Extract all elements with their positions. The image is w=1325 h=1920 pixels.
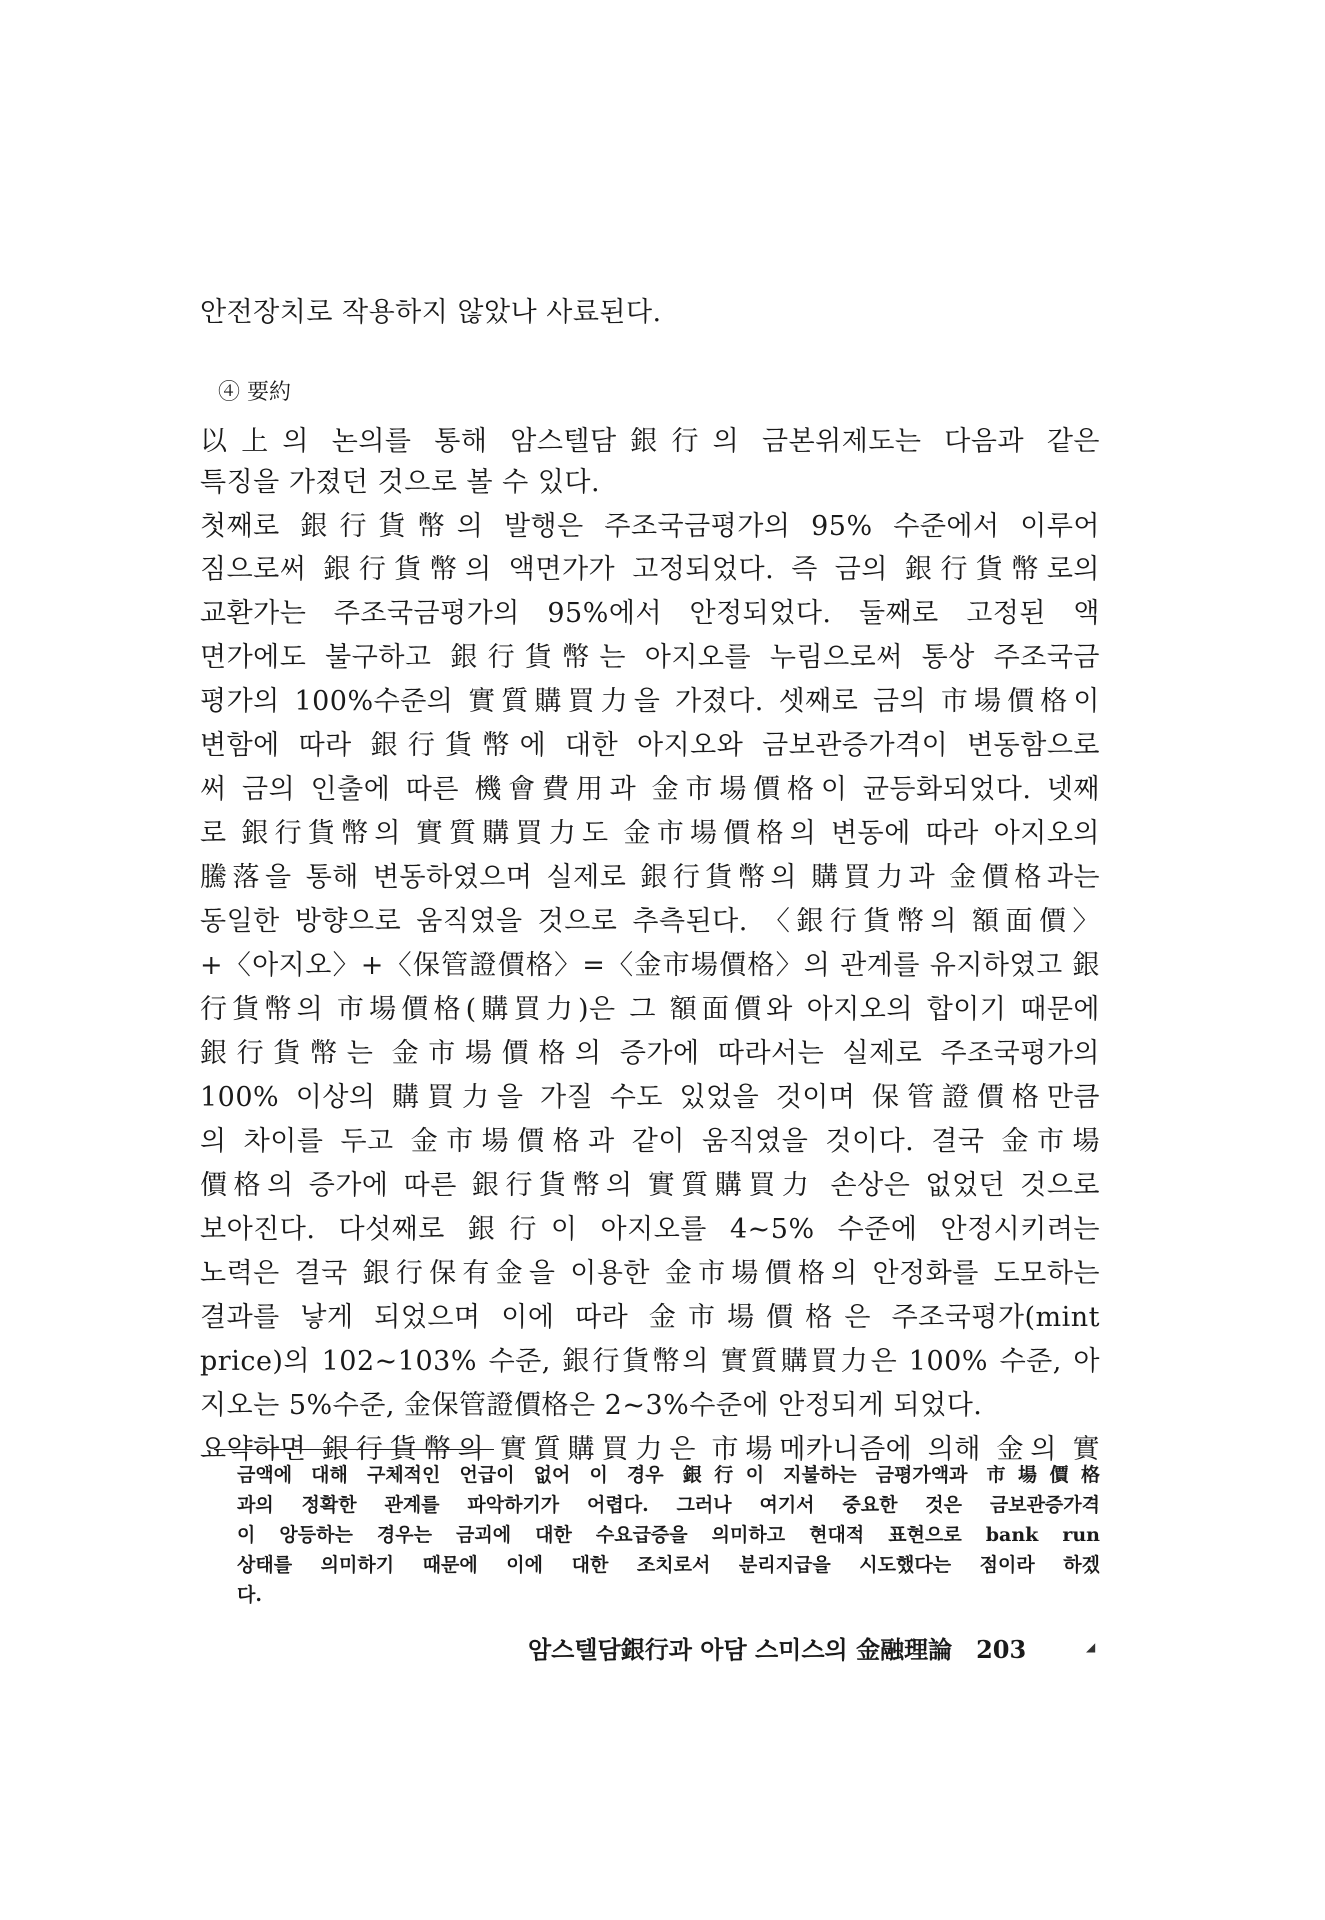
section-heading: ④ 要約 — [218, 380, 291, 405]
body-line-20: 노력은 결국 銀行保有金을 이용한 金市場價格의 안정화를 도모하는 — [200, 1258, 1100, 1289]
body-line-21: 결과를 낳게 되었으며 이에 따라 金市場價格은 주조국평가(mint — [200, 1302, 1100, 1333]
footnote-line-4: 다. — [237, 1584, 262, 1606]
running-footer — [528, 1634, 1026, 1666]
body-line-16: 100% 이상의 購買力을 가질 수도 있었을 것이며 保管證價格만큼 — [200, 1082, 1100, 1113]
body-line-2: 특징을 가졌던 것으로 볼 수 있다. — [200, 467, 601, 498]
body-line-10: 로 銀行貨幣의 實質購買力도 金市場價格의 변동에 따라 아지오의 — [200, 818, 1100, 849]
body-line-1: 以上의 논의를 통해 암스텔담銀行의 금본위제도는 다음과 같은 — [200, 426, 1100, 457]
footnote-line-1: 과의 정확한 관계를 파악하기가 어렵다. 그러나 여기서 중요한 것은 금보관증가격 — [237, 1494, 1100, 1516]
footnote-line-3: 상태를 의미하기 때문에 이에 대한 조치로서 분리지급을 시도했다는 점이라 하겠 — [237, 1554, 1100, 1576]
body-line-0: 안전장치로 작용하지 않았나 사료된다. — [200, 297, 662, 328]
footnote-line-0: 금액에 대해 구체적인 언급이 없어 이 경우 銀行이 지불하는 금평가액과 市場價格 — [237, 1464, 1100, 1486]
body-line-3: 첫째로 銀行貨幣의 발행은 주조국금평가의 95% 수준에서 이루어 — [200, 511, 1100, 542]
body-line-4: 짐으로써 銀行貨幣의 액면가가 고정되었다. 즉 금의 銀行貨幣로의 — [200, 554, 1100, 585]
body-line-24: 요약하면 銀行貨幣의 實質購買力은 市場메카니즘에 의해 金의 實 — [200, 1434, 1100, 1465]
body-line-7: 평가의 100%수준의 實質購買力을 가졌다. 셋째로 금의 市場價格이 — [200, 686, 1100, 717]
body-line-15: 銀行貨幣는 金市場價格의 증가에 따라서는 실제로 주조국평가의 — [200, 1038, 1100, 1069]
body-line-18: 價格의 증가에 따른 銀行貨幣의 實質購買力 손상은 없었던 것으로 — [200, 1170, 1100, 1201]
scan-mark-icon: ◢ — [1086, 1640, 1096, 1654]
page-number: 203 — [976, 1635, 1027, 1664]
body-line-5: 교환가는 주조국금평가의 95%에서 안정되었다. 둘째로 고정된 액 — [200, 598, 1100, 629]
body-line-14: 行貨幣의 市場價格(購買力)은 그 額面價와 아지오의 합이기 때문에 — [200, 994, 1100, 1025]
body-line-6: 면가에도 불구하고 銀行貨幣는 아지오를 누림으로써 통상 주조국금 — [200, 642, 1100, 673]
footnote-line-2: 이 앙등하는 경우는 금괴에 대한 수요급증을 의미하고 현대적 표현으로 bank run — [237, 1524, 1100, 1546]
footnote-rule — [214, 1449, 494, 1450]
body-line-12: 동일한 방향으로 움직였을 것으로 추측된다. 〈銀行貨幣의 額面價〉 — [200, 906, 1100, 937]
body-line-11: 騰落을 통해 변동하였으며 실제로 銀行貨幣의 購買力과 金價格과는 — [200, 862, 1100, 893]
body-line-19: 보아진다. 다섯째로 銀行이 아지오를 4~5% 수준에 안정시키려는 — [200, 1214, 1100, 1245]
body-line-9: 써 금의 인출에 따른 機會費用과 金市場價格이 균등화되었다. 넷째 — [200, 774, 1100, 805]
body-line-22: price)의 102~103% 수준, 銀行貨幣의 實質購買力은 100% 수준, 아 — [200, 1346, 1100, 1377]
body-line-13: +〈아지오〉+〈保管證價格〉=〈金市場價格〉의 관계를 유지하였고 銀 — [200, 950, 1100, 981]
running-footer-title: 암스텔담銀行과 아담 스미스의 金融理論 — [528, 1635, 953, 1664]
body-line-23: 지오는 5%수준, 金保管證價格은 2~3%수준에 안정되게 되었다. — [200, 1390, 983, 1421]
body-line-8: 변함에 따라 銀行貨幣에 대한 아지오와 금보관증가격이 변동함으로 — [200, 730, 1100, 761]
body-line-17: 의 차이를 두고 金市場價格과 같이 움직였을 것이다. 결국 金市場 — [200, 1126, 1100, 1157]
